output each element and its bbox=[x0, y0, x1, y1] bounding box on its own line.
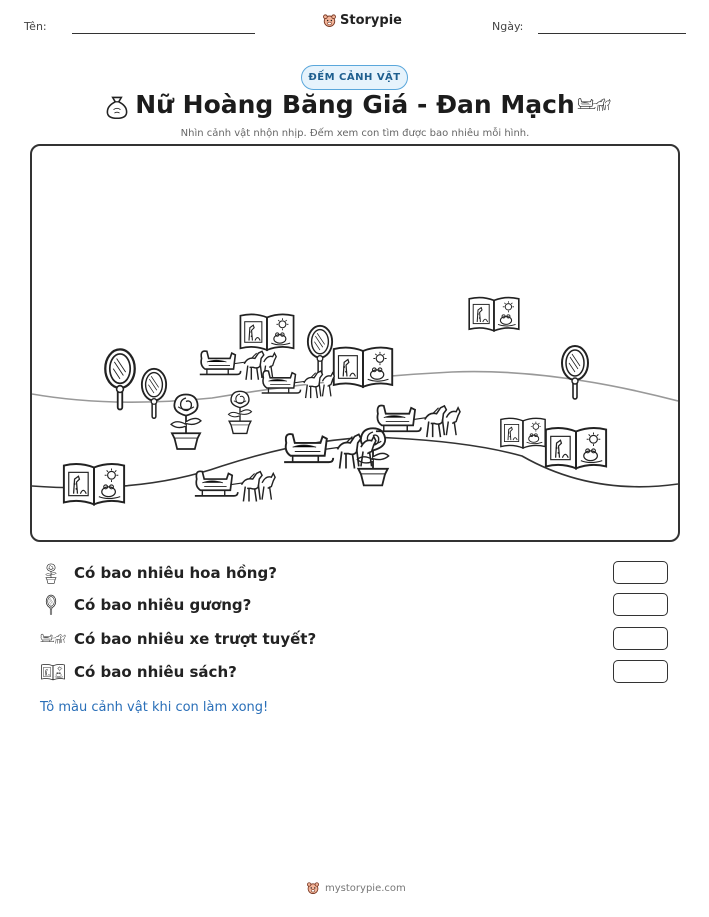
name-label: Tên: bbox=[24, 20, 47, 33]
name-field[interactable] bbox=[72, 33, 255, 34]
mirror-item bbox=[562, 346, 588, 399]
question-text: Có bao nhiêu hoa hồng? bbox=[74, 564, 277, 582]
answer-box[interactable] bbox=[613, 593, 668, 616]
answer-box[interactable] bbox=[613, 561, 668, 584]
book-item bbox=[64, 464, 124, 504]
mirror-item bbox=[142, 369, 166, 418]
rose-item bbox=[228, 391, 251, 433]
question-row-mirrors bbox=[40, 593, 670, 619]
storypie-logo-icon bbox=[306, 881, 320, 895]
sleigh-item bbox=[195, 471, 275, 501]
coloring-note: Tô màu cảnh vật khi con làm xong! bbox=[40, 700, 269, 715]
mirror-item bbox=[308, 326, 332, 375]
brand-name: Storypie bbox=[340, 13, 402, 28]
question-row-sleighs bbox=[40, 627, 670, 653]
money-sack-icon bbox=[104, 94, 130, 120]
brand bbox=[322, 13, 402, 28]
counting-scene bbox=[30, 144, 680, 542]
rose-icon bbox=[40, 562, 62, 584]
book-item bbox=[501, 418, 545, 448]
question-text: Có bao nhiêu sách? bbox=[74, 663, 237, 681]
question-text: Có bao nhiêu xe trượt tuyết? bbox=[74, 630, 317, 648]
book-item bbox=[469, 298, 519, 331]
worksheet-type-badge: ĐẾM CẢNH VẬT bbox=[301, 65, 408, 90]
page-title: Nữ Hoàng Băng Giá - Đan Mạch bbox=[135, 90, 575, 119]
sleigh-icon bbox=[40, 631, 66, 647]
instructions: Nhìn cảnh vật nhộn nhịp. Đếm xem con tìm được bao nhiêu mỗi hình. bbox=[180, 128, 530, 139]
footer bbox=[306, 881, 406, 895]
rose-item bbox=[171, 394, 201, 449]
date-field[interactable] bbox=[538, 33, 686, 34]
storypie-logo-icon bbox=[322, 13, 337, 28]
sleigh-icon bbox=[577, 96, 611, 114]
book-item bbox=[334, 348, 392, 387]
answer-box[interactable] bbox=[613, 627, 668, 650]
question-text: Có bao nhiêu gương? bbox=[74, 596, 252, 614]
book-icon bbox=[40, 662, 66, 682]
mirror-item bbox=[105, 349, 134, 409]
book-item bbox=[546, 428, 606, 468]
date-label: Ngày: bbox=[492, 20, 524, 33]
sleigh-item bbox=[376, 406, 460, 438]
scene-illustration bbox=[32, 146, 678, 540]
mirror-icon bbox=[40, 594, 62, 616]
footer-url: mystorypie.com bbox=[325, 882, 406, 894]
question-row-books bbox=[40, 660, 670, 686]
question-row-roses bbox=[40, 561, 670, 587]
answer-box[interactable] bbox=[613, 660, 668, 683]
book-item bbox=[240, 314, 293, 350]
